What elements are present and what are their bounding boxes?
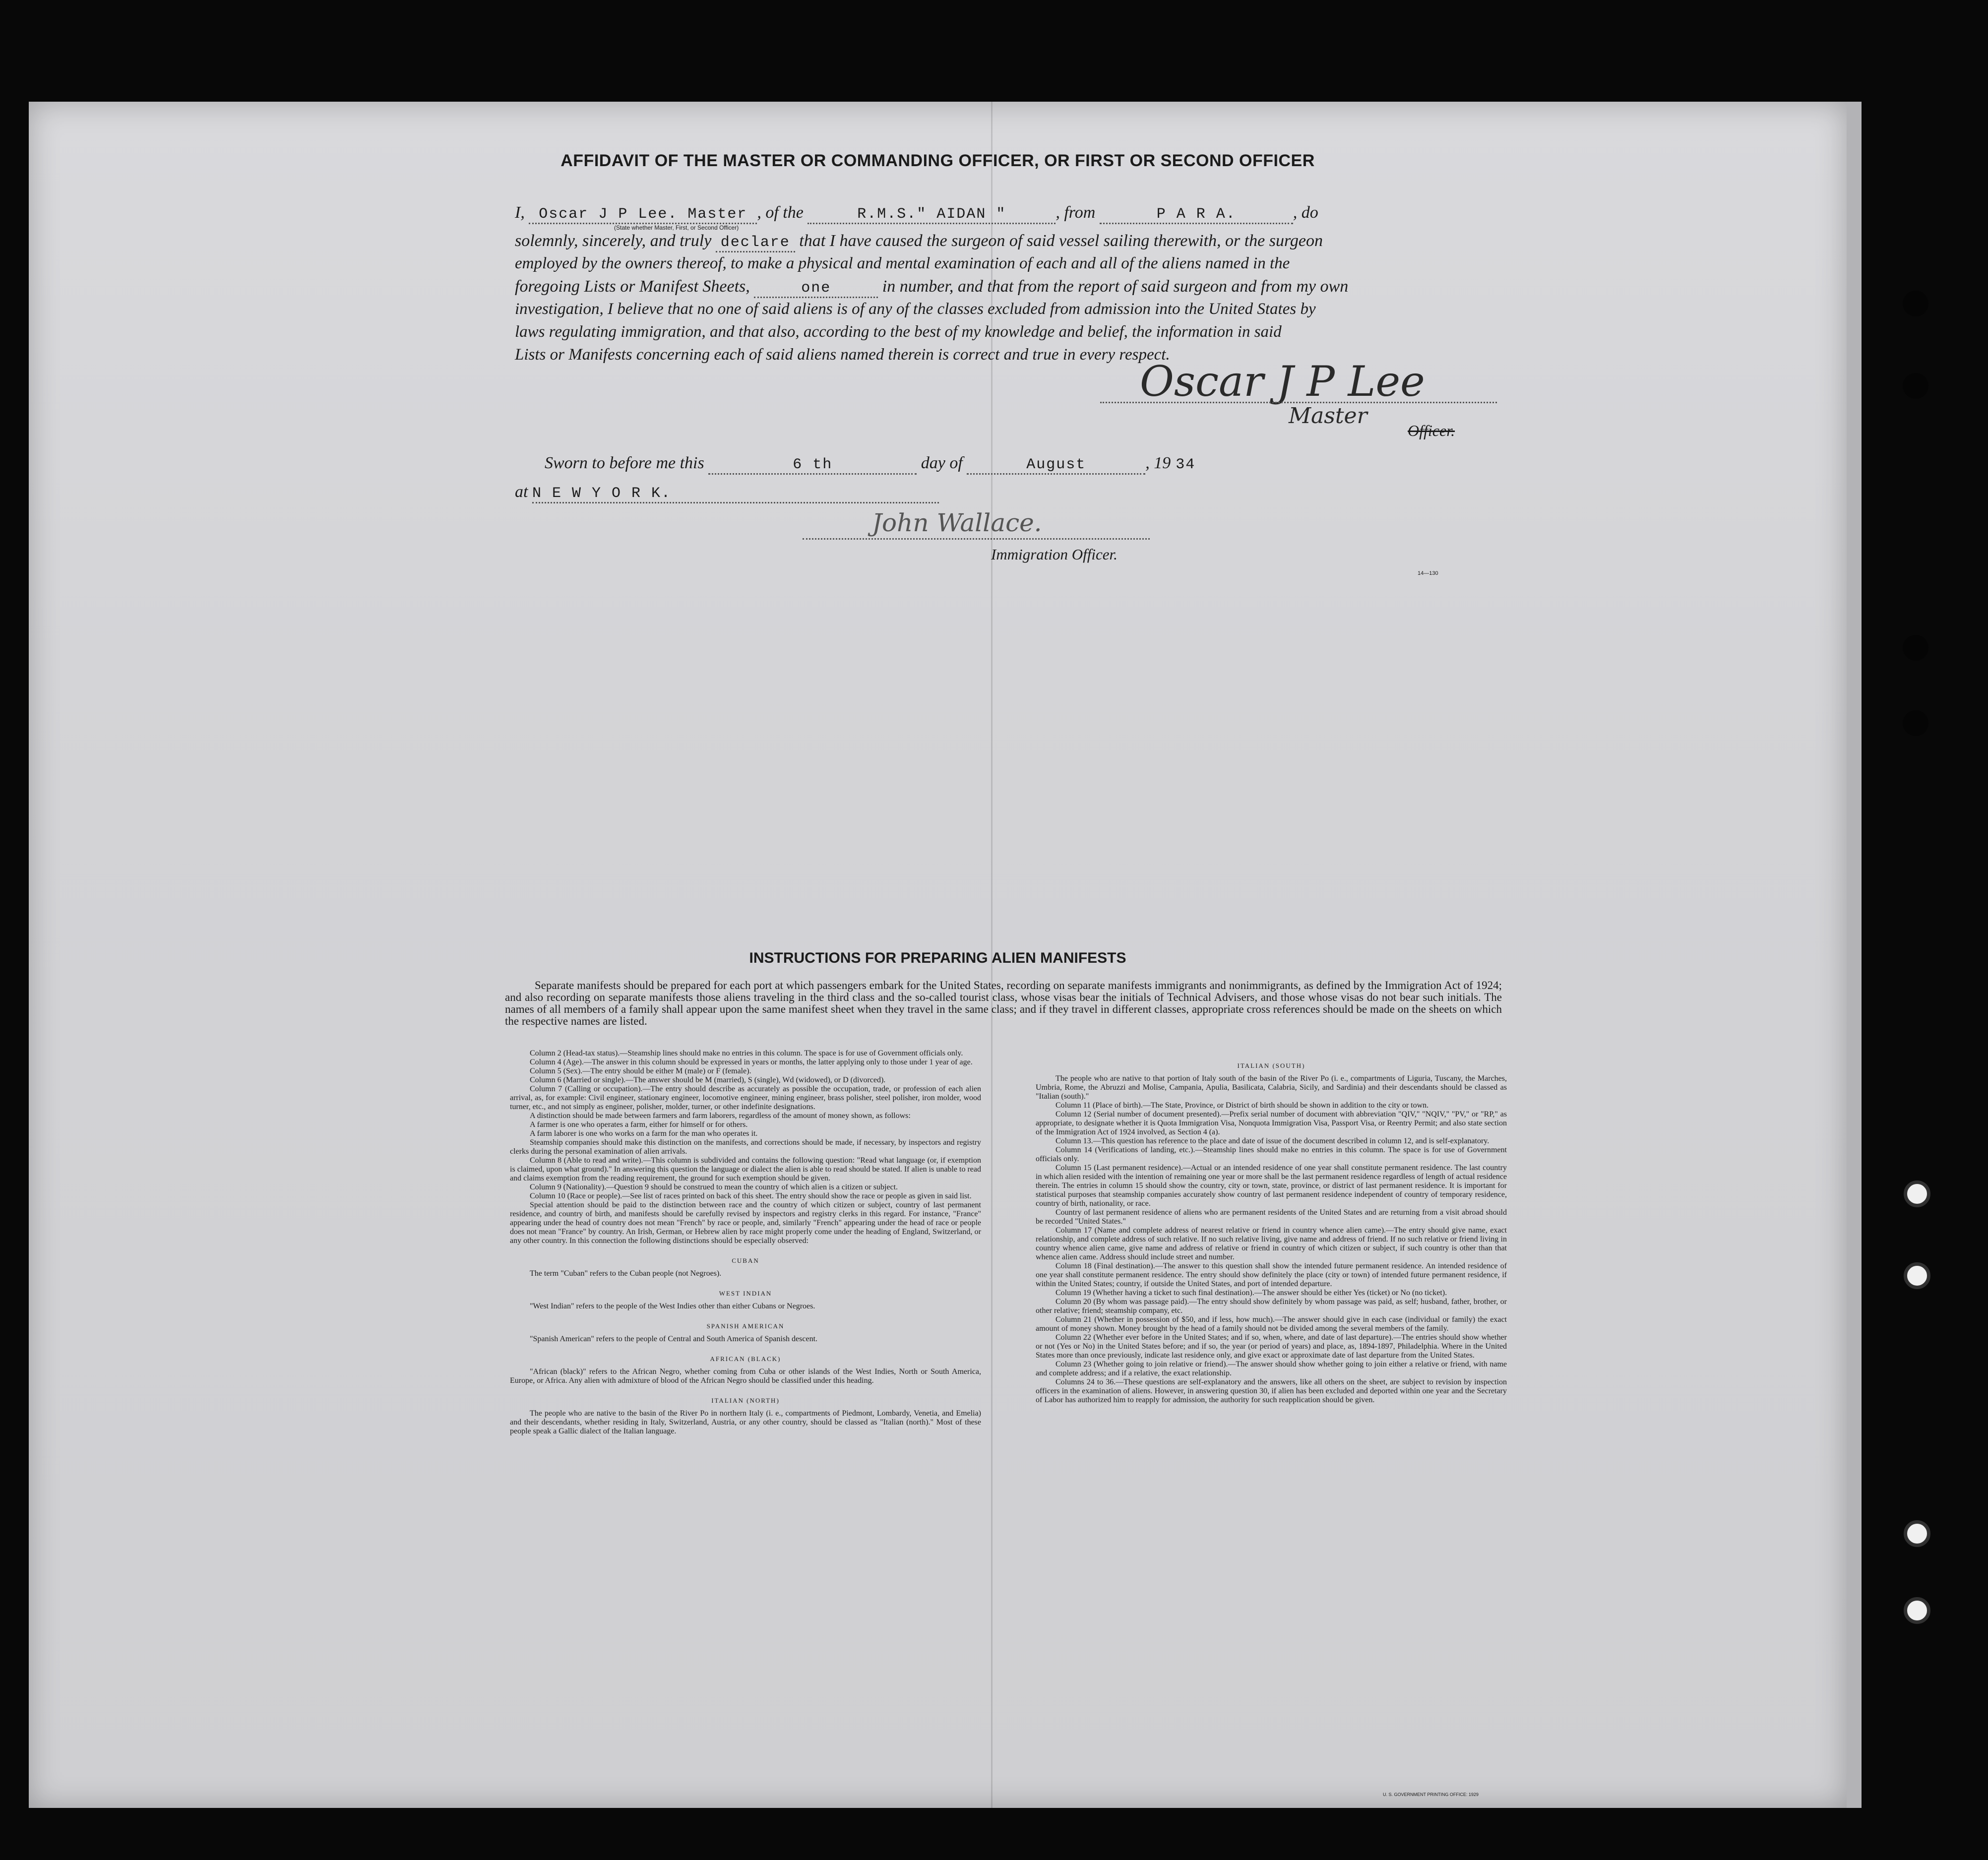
immigration-officer-label: Immigration Officer. [991, 546, 1118, 563]
punch-hole [1903, 373, 1928, 399]
col-15b-paragraph: Country of last permanent residence of aliens who are permanent residents of the United States and are returning from a visit abroad should be recorded "United States." [1036, 1208, 1507, 1226]
heading-spanish-american: SPANISH AMERICAN [706, 1322, 785, 1330]
spanish-american-paragraph: "Spanish American" refers to the people of Central and South America of Spanish descent. [530, 1335, 818, 1343]
col-15-paragraph: Column 15 (Last permanent residence).—Actual or an intended residence of one year shall constitute permanent residence. The last country in which alien resided with the intention of remaining one year or more shall be the last permanent residence regardless of length of actual residence therein. The entries in column 15 should show the country, city or town, state, province, or district of last permanent residence. It is important for statistical purposes that steamship companies accurately show country of last permanent residence independent of country of temporary residence, country of birth, nationality, or race. [1036, 1164, 1507, 1208]
officer-field: Oscar J P Lee. Master [529, 206, 757, 224]
punch-hole-ring [1904, 1180, 1930, 1207]
race-paragraph: Special attention should be paid to the distinction between race and the country of which citizen or subject, country of last permanent residence, and country of birth, and manifests should be carefully revised by inspectors and registry clerks in this regard. For instance, "France" appearing under the head of country does not mean "French" by race or people, and, similarly "French" appearing under the head of race or people does not mean "France" by country. An Irish, German, or Hebrew alien by race might properly come under the heading of England, Switzerland, or any other country. In this connection the following distinctions should be especially observed: [510, 1201, 981, 1245]
heading-west-indian: WEST INDIAN [719, 1290, 772, 1297]
col-5-paragraph: Column 5 (Sex).—The entry should be either M (male) or F (female). [530, 1067, 751, 1075]
farmer-paragraph: A distinction should be made between farmers and farm laborers, regardless of the amount of money shown, as follows: [530, 1112, 911, 1120]
col-2-paragraph: Column 2 (Head-tax status).—Steamship lines should make no entries in this column. The space is for use of Government officials only. [530, 1049, 963, 1057]
text: day of [921, 454, 963, 472]
italian-south-paragraph: The people who are native to that portion of Italy south of the basin of the River Po (i. e., compartments of Liguria, Tuscany, the Marches, Umbria, Rome, the Abruzzi and Molise, Campania, Apulia, Basilicata, Calabria, Sicily, and Sardinia) and their descendants should be classed as "Italian (south)." [1036, 1074, 1507, 1101]
sheets-field: one [754, 280, 878, 298]
punch-hole-ring [1904, 1262, 1930, 1289]
affidavit-title: AFFIDAVIT OF THE MASTER OR COMMANDING OFFICER, OR FIRST OR SECOND OFFICER [560, 151, 1315, 170]
manifest-sheet [29, 102, 1862, 1808]
col-20-paragraph: Column 20 (By whom was passage paid).—The entry should show definitely by whom passage was paid, as self; husband, father, brother, or other relative; friend; steamship company, etc. [1036, 1298, 1507, 1315]
col-24-36-paragraph: Columns 24 to 36.—These questions are self-explanatory and the answers, like all others on the sheet, are subject to revision by inspection officers in the examination of aliens. However, in answering question 30, if alien has been excluded and deported within one year and the Secretary of Labor has authorized him to reapply for admission, the authority for such reapplication should be given. [1036, 1378, 1507, 1404]
cuban-paragraph: The term "Cuban" refers to the Cuban people (not Negroes). [530, 1269, 722, 1278]
punch-hole [1903, 291, 1928, 316]
farmer-def: A farmer is one who operates a farm, either for himself or for others. [530, 1120, 748, 1129]
heading-italian-north: ITALIAN (NORTH) [711, 1397, 780, 1404]
text: , of the [757, 203, 804, 222]
punch-hole [1903, 635, 1928, 661]
affidavit-line-3: employed by the owners thereof, to make a physical and mental examination of each and all of the aliens named in the [515, 254, 1290, 272]
text: at [515, 483, 528, 501]
place-line [515, 483, 1507, 503]
col-14-paragraph: Column 14 (Verifications of landing, etc.).—Steamship lines should make no entries in this column. The space is for use of Government officials only. [1036, 1146, 1507, 1163]
instructions-intro: Separate manifests should be prepared for each port at which passengers embark for the United States, recording on separate manifests immigrants and nonimmigrants, as defined by the Immigration Act of 1924; and also recording on separate manifests those aliens traveling in the third class and the so-called tourist class, whose visas bear the initials of Technical Advisers, and those whose visas do not bear such initials. The names of all members of a family shall appear upon the same manifest sheet when they travel in the same class; and if they travel in different classes, appropriate cross references should be made on the sheets on which the respective names are listed. [505, 979, 1502, 1027]
ship-field: R.M.S." AIDAN " [808, 206, 1056, 224]
affidavit-line-7: Lists or Manifests concerning each of said aliens named therein is correct and true in every respect. [515, 346, 1170, 364]
col-8-paragraph: Column 8 (Able to read and write).—This column is subdivided and contains the following question: "Read what language (or, if exemption is claimed, upon what ground)." In answering this question the language or dialect the alien is able to read should be stated. If alien is unable to read and claims exemption from the reading requirement, the ground for such exemption should be given. [510, 1156, 981, 1182]
col-11-paragraph: Column 11 (Place of birth).—The State, Province, or District of birth should be shown in addition to the city or town. [1056, 1101, 1429, 1110]
heading-african: AFRICAN (BLACK) [710, 1355, 781, 1363]
instructions-title: INSTRUCTIONS FOR PREPARING ALIEN MANIFESTS [749, 950, 1126, 966]
col-19-paragraph: Column 19 (Whether having a ticket to such final destination).—The answer should be either Yes (ticket) or No (no ticket). [1056, 1289, 1447, 1297]
farm-laborer-def: A farm laborer is one who works on a farm for the man who operates it. [530, 1129, 758, 1138]
master-signature: Oscar J P Lee [1140, 357, 1425, 406]
col-13-paragraph: Column 13.—This question has reference to the place and date of issue of the document described in column 12, and is self-explanatory. [1056, 1137, 1490, 1145]
affidavit-line-2 [515, 232, 1507, 252]
punch-hole [1903, 710, 1928, 736]
col-23-paragraph: Column 23 (Whether going to join relative or friend).—The answer should show whether going to join either a relative or friend, with name and complete address; and if a relative, the exact relationship. [1036, 1360, 1507, 1377]
col-7-paragraph: Column 7 (Calling or occupation).—The entry should describe as accurately as possible the occupation, trade, or profession of each alien arrival, as, for example: Civil engineer, stationary engineer, locomotive engineer, mining engineer, brass polisher, steel polisher, iron molder, wood turner, etc., and not simply as engineer, polisher, molder, turner, or other indefinite designations. [510, 1085, 981, 1111]
italian-north-paragraph: The people who are native to the basin of the River Po in northern Italy (i. e., compartments of Piedmont, Lombardy, Venetia, and Emelia) and their descendants, whether residing in Italy, Switzerland, Austria, or any other country, should be classed as "Italian (north)." Most of these people speak a Gallic dialect of the Italian language. [510, 1409, 981, 1435]
affidavit-line-4 [515, 277, 1507, 298]
affidavit-line-5: investigation, I believe that no one of said aliens is of any of the classes excluded from admission into the United States by [515, 300, 1316, 318]
text: , 19 [1145, 454, 1171, 472]
officer-note: (State whether Master, First, or Second Officer) [614, 224, 739, 231]
text: Sworn to before me this [545, 454, 704, 472]
officer-label: Officer. [1408, 422, 1455, 439]
day-field: 6 th [708, 456, 917, 475]
sworn-line [545, 454, 1537, 475]
col-9-paragraph: Column 9 (Nationality).—Question 9 should be construed to mean the country of which alien is a citizen or subject. [530, 1183, 898, 1191]
place-field: N E W Y O R K. [532, 485, 939, 503]
text: in number, and that from the report of said surgeon and from my own [882, 277, 1349, 296]
col-12-paragraph: Column 12 (Serial number of document presented).—Prefix serial number of document with abbreviation "QIV," "NQIV," "PV," or "RP," as appropriate, to designate whether it is Quota Immigration Visa, Nonquota Immigration Visa, Passport Visa, or Reentry Permit; and also state section of the Immigration Act of 1924 involved, as Section 4 (a). [1036, 1110, 1507, 1136]
african-paragraph: "African (black)" refers to the African Negro, whether coming from Cuba or other islands of the West Indies, North or South America, Europe, or Africa. Any alien with admixture of blood of the African Negro should be classified under this heading. [510, 1367, 981, 1385]
col-18-paragraph: Column 18 (Final destination).—The answer to this question shall show the intended future permanent residence. An intended residence of one year shall constitute permanent residence. The entry should show definitely the place (city or town) of intended future permanent residence, if within the United States; country, if outside the United States, and port of intended departure. [1036, 1262, 1507, 1288]
col-4-paragraph: Column 4 (Age).—The answer in this column should be expressed in years or months, the latter applying only to those under 1 year of age. [530, 1058, 973, 1066]
text: I, [515, 203, 525, 222]
heading-cuban: CUBAN [732, 1257, 759, 1264]
heading-italian-south: ITALIAN (SOUTH) [1237, 1062, 1305, 1069]
year-field: 34 [1176, 456, 1196, 473]
declare-field: declare [716, 234, 795, 252]
affidavit-line-1 [515, 203, 1507, 224]
text: that I have caused the surgeon of said vessel sailing therewith, or the surgeon [799, 232, 1323, 250]
printer-imprint: U. S. GOVERNMENT PRINTING OFFICE: 1929 [1383, 1792, 1479, 1797]
text: , do [1293, 203, 1318, 222]
form-number: 14—130 [1418, 570, 1438, 576]
master-title-hand: Master [1289, 403, 1367, 429]
instructions-left-column [510, 1049, 981, 1436]
affidavit-line-6: laws regulating immigration, and that also, according to the best of my knowledge and belief, the information in said [515, 323, 1282, 341]
col-17-paragraph: Column 17 (Name and complete address of nearest relative or friend in country whence alien came).—The entry should give name, exact relationship, and complete address of such relative. If no such relative living, give name and address of friend. If no such relative or friend living in country whence alien came, give name and address of relative or friend in country of which citizen or subject, if such country is other than that whence alien came. Address should include street and number. [1036, 1226, 1507, 1261]
col-10-paragraph: Column 10 (Race or people).—See list of races printed on back of this sheet. The entry should show the race or people as given in said list. [530, 1192, 972, 1200]
col-6-paragraph: Column 6 (Married or single).—The answer should be M (married), S (single), Wd (widowed), or D (divorced). [530, 1076, 886, 1084]
month-field: August [967, 456, 1145, 475]
officer-signature-line [803, 538, 1150, 540]
immigration-officer-signature: John Wallace. [872, 508, 1042, 537]
punch-hole-ring [1904, 1520, 1930, 1547]
col-21-paragraph: Column 21 (Whether in possession of $50, and if less, how much).—The answer should give in each case (individual or family) the exact amount of money shown. Money brought by the head of a family should not be divided among the several members of the family. [1036, 1315, 1507, 1333]
steamship-paragraph: Steamship companies should make this distinction on the manifests, and corrections should be made, if necessary, by inspectors and registry clerks during the personal examination of alien arrivals. [510, 1138, 981, 1156]
text: , from [1056, 203, 1096, 222]
text: foregoing Lists or Manifest Sheets, [515, 277, 750, 296]
west-indian-paragraph: "West Indian" refers to the people of the West Indies other than either Cubans or Negroes. [530, 1302, 815, 1310]
instructions-right-column [1036, 1061, 1507, 1405]
port-field: P A R A. [1100, 206, 1293, 224]
punch-hole-ring [1904, 1597, 1930, 1624]
col-22-paragraph: Column 22 (Whether ever before in the United States; and if so, when, where, and date of last departure).—The entries should show whether or not (Yes or No) in the United States before; and if so, the year (or period of years) and place, as, 1894-1897, Philadelphia. Where in the United States more than once previously, indicate last residence only, and give exact or approximate date of last departure from the United States. [1036, 1333, 1507, 1360]
text: solemnly, sincerely, and truly [515, 232, 712, 250]
